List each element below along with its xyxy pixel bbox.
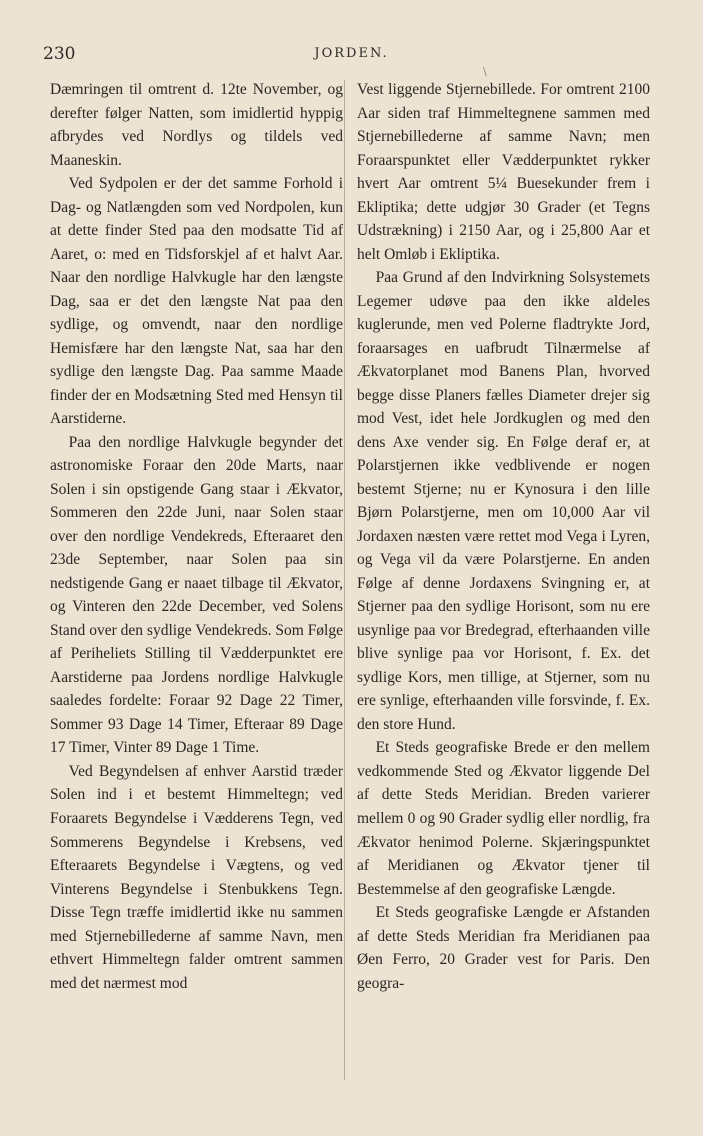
page-number: 230 [43,44,76,64]
left-paragraph-4: Ved Begyndelsen af enhver Aarstid træder Solen ind i et bestemt Himmeltegn; ved Foraarets Begyndelse i Vædderens Tegn, ved Sommerens Begyndelse i Krebsens, ved Efteraarets Begyndelse i Vægtens, og ved Vinterens Begyndelse i Stenbukkens Tegn. Disse Tegn træffe imidlertid ikke nu sammen med Stjernebillederne af samme Navn, men ethvert Himmeltegn falder omtrent sammen med det nærmest mod [50,762,343,992]
left-paragraph-3: Paa den nordlige Halvkugle begynder det astronomiske Foraar den 20de Marts, naar Solen i sin opstigende Gang staar i Ækvator, Sommeren den 22de Juni, naar Solen staar over den nordlige Vendekreds, Efteraaret den 23de September, naar Solen paa sin nedstigende Gang er naaet tilbage til Ækvator, og Vinteren den 22de December, ved Solens Stand over den sydlige Vendekreds. Som Følge af Periheliets Stilling til Vædderpunktet ere Aarstiderne paa Jordens nordlige Halvkugle saaledes fordelte: Foraar 92 Dage 22 Timer, Sommer 93 Dage 14 Timer, Efteraar 89 Dage 17 Timer, Vinter 89 Dage 1 Time. [50,433,343,757]
right-paragraph-3: Et Steds geografiske Brede er den mellem vedkommende Sted og Ækvator liggende Del af dette Steds Meridian. Breden varierer mellem 0 og 90 Grader sydlig eller nordlig, fra Ækvator henimod Polerne. Skjæringspunktet af Meridianen og Ækvator tjener til Bestemmelse af den geografiske Længde. [357,739,650,898]
left-paragraph-2: Ved Sydpolen er der det samme Forhold i Dag- og Natlængden som ved Nordpolen, kun at dette finder Sted paa den modsatte Tid af Aaret, o: med en Tidsforskjel af et halvt Aar. Naar den nordlige Halvkugle har den længste Dag, saa er det den længste Nat paa den sydlige, og omvendt, naar den nordlige Hemisfære har den længste Nat, saa har den sydlige den længste Dag. Paa samme Maade finder der en Modsætning Sted med Hensyn til Aarstiderne. [50,175,343,428]
right-column [357,78,650,995]
column-divider [344,80,345,1080]
stray-mark: \ [483,65,487,78]
right-paragraph-1: Vest liggende Stjernebillede. For omtrent 2100 Aar siden traf Himmeltegnene sammen med Stjernebillederne af samme Navn; men Foraarspunktet eller Vædderpunktet rykker hvert Aar omtrent 5¼ Buesekunder frem i Ekliptika; dette udgjør 30 Grader (et Tegns Udstrækning) i 2150 Aar, og i 25,800 Aar et helt Omløb i Ekliptika. [357,81,650,263]
right-paragraph-4: Et Steds geografiske Længde er Afstanden af dette Steds Meridian fra Meridianen paa Øen Ferro, 20 Grader vest for Paris. Den geogra- [357,904,650,992]
left-paragraph-1: Dæmringen til omtrent d. 12te November, og derefter følger Natten, som imidlertid hyppig afbrydes ved Nordlys og tildels ved Maaneskin. [50,81,343,169]
right-paragraph-2: Paa Grund af den Indvirkning Solsystemets Legemer udøve paa den ikke aldeles kuglerunde, men ved Polerne fladtrykte Jord, foraarsages en uafbrudt Tilnærmelse af Ækvatorplanet mod Banens Plan, hvorved begge disse Planers fælles Diameter drejer sig mod Vest, idet hele Jordkuglen og med den dens Axe vender sig. En Følge deraf er, at Polarstjernen ikke vedblivende er nogen bestemt Stjerne; nu er Kynosura i den lille Bjørn Polarstjerne, men om 10,000 Aar vil Jordaxen næsten være rettet mod Vega i Lyren, og Vega vil da være Polarstjerne. En anden Følge af denne Jordaxens Svingning er, at Stjerner paa den sydlige Horisont, som nu ere usynlige paa vor Bredegrad, efterhaanden ville blive synlige paa vor Horisont, f. Ex. det sydlige Kors, men tillige, at Stjerner, som nu ere synlige, efterhaanden ville forsvinde, f. Ex. den store Hund. [357,269,650,733]
left-column [50,78,343,995]
running-head: JORDEN. [314,46,389,61]
